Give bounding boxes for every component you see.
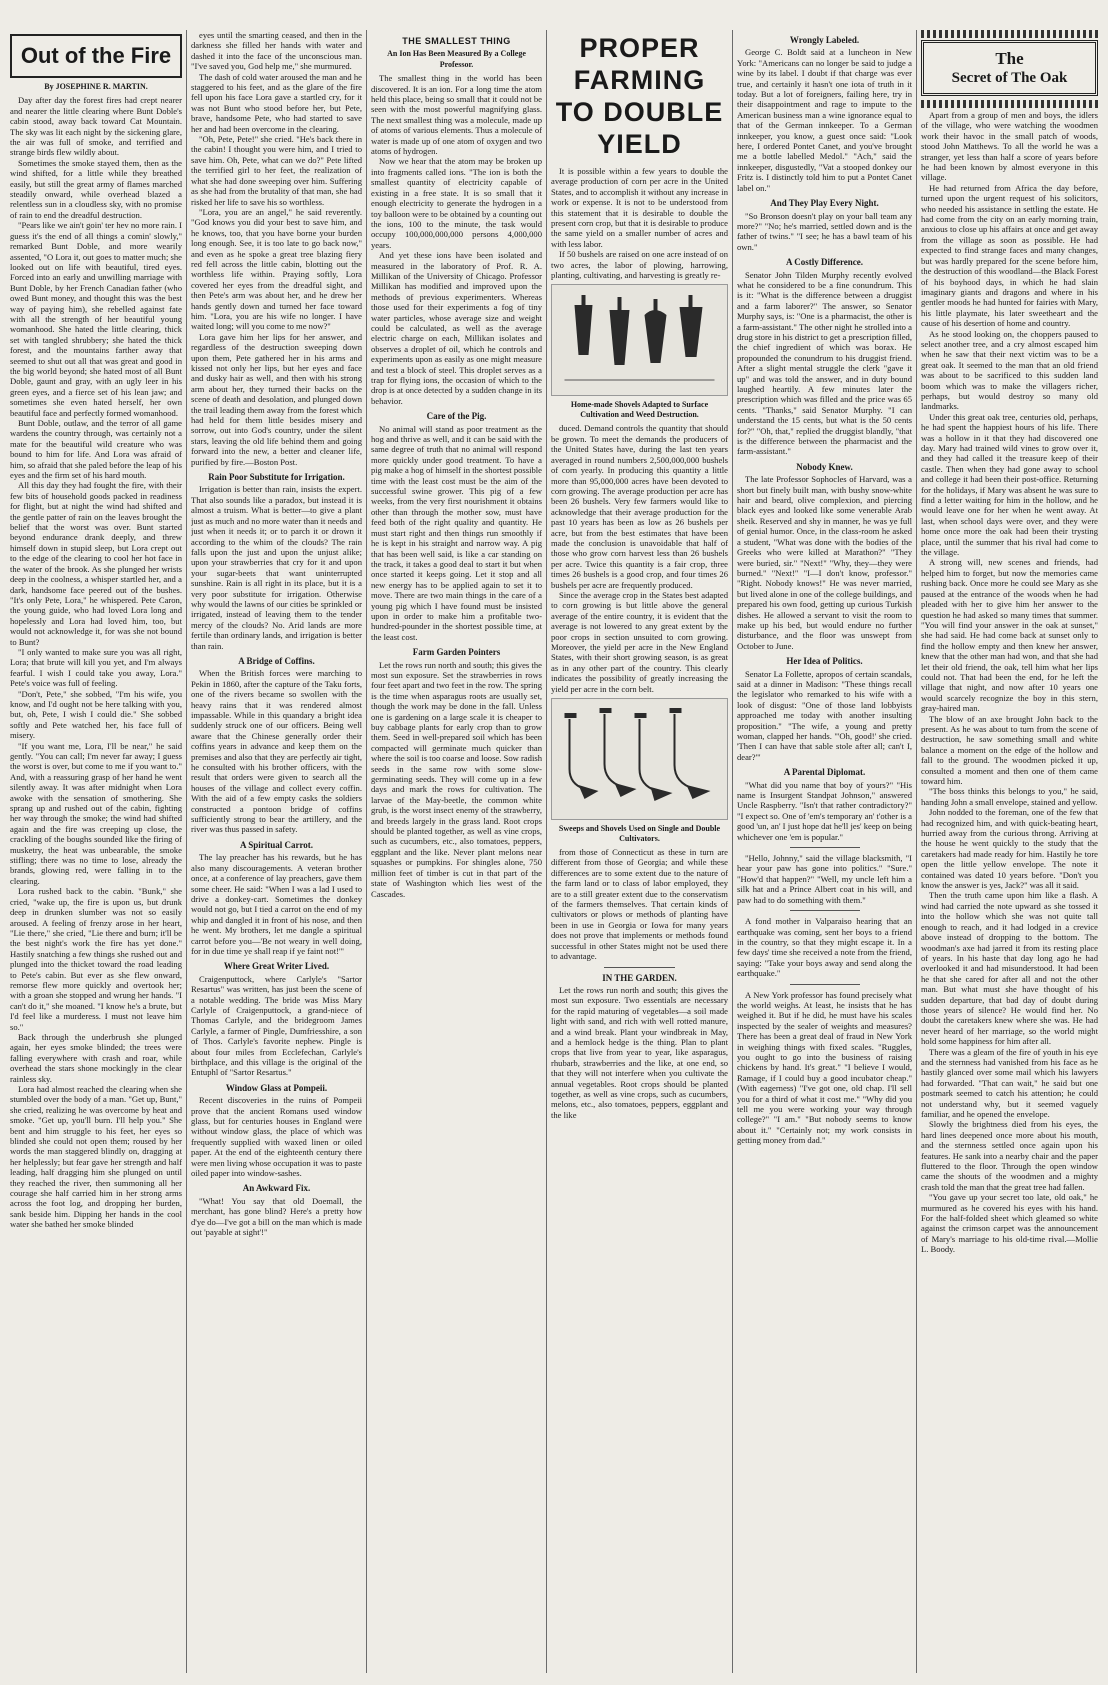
column-two xyxy=(191,30,362,1673)
paragraph: The smallest thing in the world has been discovered. It is an ion. For a long time the atom held this place, being so small that it could not be seen with the most powerful magnifying glass. The next smallest thing was a molecule, made up of atoms of various elements. Thus a molecule of water is made up of one atom of oxygen and two atoms of hydrogen. xyxy=(371,73,542,157)
paragraph: Lora gave him her lips for her answer, and regardless of the destruction sweeping down upon them, Pete gathered her in his arms and kissed not only her lips, but her eyes and face and dusky hair as well, and then with his strong arm about her, they turned their backs on the scene of death and desolation, and plunged down the trail leading them away from the forest which had held for them little besides misery and sorrow, out into God's country, under the silent stars, leaving the old life behind them and going forward into the new, a better and cleaner life, purified by fire.—Boston Post. xyxy=(191,331,362,467)
column-rule xyxy=(546,30,547,1673)
paragraph: Under this great oak tree, centuries old, perhaps, he had spent the happiest hours of his life. There was a hollow in it that they had discovered one day. Mary had trained wild vines to grow over it, and they had called it the treasure keep of their castle. Then when they had gone away to school and college it had been their post-office. Returning for the holidays, if Mary was absent he was sure to find a letter waiting for him in the hollow, and he would leave one for her when he went away. At last, when school days were over, and they were home once more the oak had been their trysting place, until the summer that his rival had come to the village. xyxy=(921,411,1098,558)
paragraph: The blow of an axe brought John back to the present. As he was about to turn from the scene of destruction, he saw something small and white balance a moment on the edge of the hollow and fall to the ground. The woodmen picked it up, consulted a moment and then one of them came toward him. xyxy=(921,713,1098,786)
sweeps-illustration xyxy=(551,698,728,820)
column-rule xyxy=(916,30,917,1673)
paragraph: "You gave up your secret too late, old oak," he murmured as he covered his eyes with his hand. For the half-folded sheet which gleamed so white against the crimson carpet was the announcement of Mary's marriage to his old-time rival.—Mollie L. Boody. xyxy=(921,1192,1098,1255)
paragraph: A strong will, new scenes and friends, had helped him to forget, but now the memories came rushing back. Once more he could see Mary as she paused at the entrance of the woods when he had pleaded with her to give him her answer to the question he had asked so many times that summer. "You will find your answer in the oak at sunset," she had said. He had come back at sunset only to find the hollow empty and then knew her answer, knew that the other man had won, and that she had let their old friend, the oak, tell him what her lips could not. That had been the end, for he left the village that night, and now after 10 years one would scarcely recognize the boy in this stern, gray-haired man. xyxy=(921,557,1098,714)
paragraph: "Don't, Pete," she sobbed, "I'm his wife, you know, and I'd ought not be here talking with you, but, oh, Pete, I wish I could die." She sobbed softly and Pete watched her, his face full of misery. xyxy=(10,688,182,741)
paragraph: Bunt Doble, outlaw, and the terror of all game wardens the country through, was certainly not a mate for the beautiful wild creature who was bound to him for life. And Lora was afraid of him, so afraid that she paled before the leap of his eyes and the firm set of his hard mouth. xyxy=(10,418,182,481)
paragraph: As he stood looking on, the choppers paused to select another tree, and a cry almost escaped him when he saw that their next victim was to be a great oak. It seemed to the man that an old friend was about to be sacrificed to this sudden land boom which was to make the villagers richer, perhaps, but would destroy so many old landmarks. xyxy=(921,328,1098,412)
section-text: Let the rows run north and south; this gives the most sun exposure. Two essentials are necessary for the rapid maturing of vegetables—a soil made light with sand, and rich with well rotted manure, and a wind break. Plant your windbreak in May, and a hemlock hedge is the thing. Plan to plant crops that live from year to year, like asparagus, rhubarb, strawberries and the like, at one end, so that they will not interfere when you cultivate the annual vegetables. Root crops should be planted together, as well as vine crops, such as cucumbers, melons, etc., also tomatoes, peppers, eggplant and the like xyxy=(551,984,728,1120)
divider xyxy=(790,984,860,985)
article-title: THE SMALLEST THING xyxy=(402,36,511,46)
headline-line: TO DOUBLE YIELD xyxy=(555,97,724,159)
paragraph: Since the average crop in the States best adapted to corn growing is but little above the general average of the entire country, it is evident that the average is not lowered to any great extent by the poor crops in section unsuited to corn growing. Moreover, the yield per acre in the New England States, with their short growing season, is as great as in any other part of the country. This clearly indicates the possibility of greatly increasing the yield per acre in the corn belt. xyxy=(551,589,728,694)
section-text: Irrigation is better than rain, insists the expert. That also sounds like a paradox, but instead it is almost a truism. What is better—to give a plant just as much and no more water than it needs and just when it needs it; or to parch it or drown it according to the whim of the clouds? The rain falls upon the just and upon the unjust alike; upon your strawberries that cry for it and upon your sugar-beets that want uninterrupted sunshine. Rain is all right in its place, but it is a very poor substitute for irrigation. Otherwise why would the lawns of our cities be sprinkled or irrigated, instead of leaving them to the tender mercy of the clouds? No. Arid lands are more fertile than ordinary lands, and irrigation is better than rain. xyxy=(191,484,362,651)
divider xyxy=(790,910,860,911)
section-title: Wrongly Labeled. xyxy=(789,35,860,45)
paragraph: It is possible within a few years to double the average production of corn per acre in the United States, and to accomplish it without any increase in work or expense. It is not to be understood from this statement that it is desirable to double the present corn crop, but that it is desirable to produce the same yield on a smaller number of acres and with less labor. xyxy=(551,166,728,249)
divider xyxy=(604,967,675,968)
section-text: "What did you name that boy of yours?" "His name is Insurgent Standpat Johnson," answered Uncle Raspberry. "Isn't that rather contradictory?" "I expect so. One of 'em's temporary an' t'other is a good 'un, an' I just hope dat he'll jes' keep on being whichever one 'em is popular." xyxy=(737,779,912,842)
paragraph: Apart from a group of men and boys, the idlers of the village, who were watching the woodmen work their havoc in the small patch of woods, stood John Matthews. To all the world he was a stranger, yet less than half a score of years before he had been known by almost everyone in this village. xyxy=(921,110,1098,183)
story-title-line: The xyxy=(995,49,1024,68)
column-smallest-thing xyxy=(371,30,542,1673)
paragraph: "The boss thinks this belongs to you," he said, handing John a small envelope, stained and yellow. xyxy=(921,786,1098,807)
ornamental-border xyxy=(921,100,1098,108)
paragraph: "Lora, you are an angel," he said reverently. "God knows you did your best to save him, and he knows, too, that you have borne your burden long enough. See, it is too late to go back now," and even as he spoke a great tree blazing fiery red fell across the little cabin, blotting out the worthless life within. Praying softly, Lora covered her eyes from the dreadful sight, and then Pete's arm was about her, and he drew her hands gently down and turned her face toward him. "Lora, you are his wife no longer. I have waited long; will you come to me now?" xyxy=(191,206,362,332)
paragraph: Slowly the brightness died from his eyes, the hard lines deepened once more about his mouth, and the sternness settled once again upon his features. He sank into a nearby chair and the paper fluttered to the floor. Through the open window came the shouts of the woodmen and a mighty crash told the man that the great tree had fallen. xyxy=(921,1119,1098,1192)
paragraph: "Pears like we ain't goin' ter hev no more rain. I guess it's the end of all things a comin' slowly," remarked Bunt Doble, and more wearily assented, "O Lora it, out goes to matter much; she looked out on life with beautiful, tired eyes. Forced into an early and unwilling marriage with Bunt Doble, by her French Canadian father (who owed Bunt money, and thought this was the best way of paying him), she rebelled against fate with all the strength of her beautiful young womanhood. She hated the little clearing, thick set with tangled shrubbery; she hated the thick forest, and the mountains farther away that seemed to shut out all that was great and good in the big world beyond; she hated most of all Bunt Doble, gaunt and gray, with an ugly leer in his green eyes, and a fierce set of his lean jaw; and sometimes she even hated herself, her own beautiful face and perfectly formed womanhood. xyxy=(10,220,182,418)
section-title: A Parental Diplomat. xyxy=(783,767,866,778)
column-out-of-the-fire xyxy=(10,30,182,1673)
story-title-box xyxy=(921,40,1098,96)
paragraph: duced. Demand controls the quantity that should be grown. To meet the demands the producers of the United States have, during the last ten years averaged in round numbers 2,500,000,000 bushels of corn yearly. In producing this quantity a little more than 95,000,000 acres have been devoted to corn growing. The average production per acre has been 26 bushels. Very few farmers would like to acknowledge that their average production for the past 10 years has been as low as 26 bushels per acre, but from the best estimates that have been made the conclusion is unavoidable that half of those who grow corn harvest less than 26 bushels per acre. Twice this quantity is a fair crop, three times 26 bushels is a good crop, and four times 26 bushels per acre are frequently produced. xyxy=(551,423,728,590)
section-text: Recent discoveries in the ruins of Pompeii prove that the ancient Romans used window glass, but for centuries houses in England were without window glass, the place of which was frequently supplied with waxed linen or oiled paper. At the end of the eighteenth century there were men living whose occupation it was to paste oiled paper into window-sashes. xyxy=(191,1095,362,1179)
section-title: Care of the Pig. xyxy=(426,411,487,422)
column-anecdotes xyxy=(737,30,912,1673)
section-text: Let the rows run north and south; this gives the most sun exposure. Set the strawberries in rows four feet apart and two feet in the row. The spring is the time when asparagus roots are usually set, though the work may be done in the fall. Unless one is gardening on a large scale it is cheaper to buy cabbage plants for early crop than to grow them. Seed in well-prepared soil which has been compacted will germinate much quicker than where the soil is too coarse and loose. Sow radish seeds in the same row with some slow-germinating seeds. They will come up in a few days and mark the rows for cultivation. The larvae of the May-beetle, the common white grub, is the worst insect enemy of the strawberry, and breeds largely in the grass land. Root crops should be planted together, as well as vine crops, such as cucumbers, etc., also tomatoes, peppers, eggplant and the like. Never plant melons near squashes or pumpkins. For shingles alone, 750 million feet of timber is cut in that part of the state of Washington which lies west of the Cascades. xyxy=(371,659,542,899)
column-proper-farming xyxy=(551,30,728,1673)
paragraph: John nodded to the foreman, one of the few that had recognized him, and with quick-beating heart, hurried away from the curious throng. Arriving at the house he went quickly to the study that the caretakers had made ready for him. Hastily he tore open the little yellow envelope. The note it contained was dated 10 years before. "Don't you know the answer is yes, Jack?" was all it said. xyxy=(921,807,1098,891)
column-rule xyxy=(366,30,367,1673)
story-byline: By JOSEPHINE R. MARTIN. xyxy=(44,82,148,91)
section-text: Senator John Tilden Murphy recently evolved what he considered to be a fine conundrum. This is it: "What is the difference between a druggist and a farm laborer?" The answer, so Senator Murphy says, is: "One is a pharmacist, the other is a farm-assistant." The other night he strolled into a drug store in his district to get a prescription filled, the chief ingredient of which was borax. He propounded the conundrum to his druggist friend. After a slight mental struggle the clerk "gave it up" and was told the answer, and in duty bound laughed heartily. A few minutes later the prescription which was filled and the price was 65 cents. "Thanks," said Senator Murphy. "I can understand the 15 cents, but what is the 50 cents for?" "Oh, that," replied the druggist blandly, "that is the difference between the pharmacist and the farm-assistant." xyxy=(737,269,912,457)
section-title: IN THE GARDEN. xyxy=(602,972,677,983)
headline-line: PROPER FARMING xyxy=(573,33,706,95)
section-text: The late Professor Sophocles of Harvard, was a short but finely built man, with bushy snow-white hair and beard, olive complexion, and piercing black eyes and looked like some venerable Arab sheik. Reserved and shy in manner, he was ye full of genial humor. Once, in the class-room he asked a student, "What was done with the bodies of the Greeks who were killed at Marathon?" "They were buried, sir." "Next!" "Why, they—they were burned." "Next!" "I—I don't know, professor." "Right. Nobody knows!" He was never married, but lived alone in one of the college buildings, and prepared his own food, getting up curious Turkish dishes. He allowed a servant to visit the room to make up his bed, but would endure no further disturbance, and the floor was unswept from October to June. xyxy=(737,474,912,651)
paragraph: The dash of cold water aroused the man and he staggered to his feet, and as the glare of the fire fell upon his face Lora gave a startled cry, for it was not Bunt who stood before her, but Pete, brave, handsome Pete, who had started to save her and had been overcome in the clearing. xyxy=(191,71,362,134)
section-title: Window Glass at Pompeii. xyxy=(225,1082,328,1093)
section-text: A New York professor has found precisely what the world weighs. At least, he insists that he has weighed it. But if he did, he must have his scales inspected by the sealer of weights and measures? There has been a great deal of fraud in New York in weighing things with fixed scales. "Ruggles, you ought to go into the business of raising chickens by hand. It's great." "I believe I would, Ramage, if I could buy a good incubator cheap." (With eagerness) "I've got one, old chap. I'll sell you for a third of what it cost me." "Why did you tell me you were working your way through college?" "I am." "But nobody seems to know about it." "Certainly not; my work consists in getting money from dad." xyxy=(737,989,912,1146)
story-title: Out of the Fire xyxy=(20,43,172,68)
paragraph: All this day they had fought the fire, with their few bits of household goods packed in readiness for flight, but at night the wind had shifted and the gentle patter of rain on the leaves brought the belief that the worst was over. Bunt started beyond endurance drank deeply, and threw himself down in stupid sleep, but Lora crept out to the edge of the clearing to cool her hot face in the water of the brook. As she plunged her wrists deep in the coolness, a whisper startled her, and a dark, handsome face peered out of the bushes. "It's only Pete, Lora," he whispered. Pete Caron, the young guide, who had loved Lora long and hopelessly and Lora had loved him, too, but would not acknowledge it, for was she not bound to Bunt? xyxy=(10,480,182,647)
figure-caption: Home-made Shovels Adapted to Surface Cultivation and Weed Destruction. xyxy=(570,400,709,419)
paragraph: If 50 bushels are raised on one acre instead of on two acres, the labor of plowing, harrowing, planting, cultivating, and harvesting is greatly re- xyxy=(551,249,728,281)
paragraph: Back through the underbrush she plunged again, her eyes smoke blinded; the trees were falling everywhere with crash and roar, while overhead the stars shone mockingly in the clear rainless sky. xyxy=(10,1031,182,1084)
section-text: When the British forces were marching to Pekin in 1860, after the capture of the Taku forts, one of the rivers became so swollen with the heavy rains that it was rendered almost impassable. While in this quandary a bright idea suddenly struck one of our officers. Being well aware that the Chinese generally order their coffins years in advance and keep them on the premises and also that they are perfectly air tight, he consulted with his brother officers, with the result that orders were given to search all the houses of the village and collect every coffin. With the aid of a few empty casks the soldiers constructed a pontoon bridge of coffins sufficiently strong to bear the artillery, and the river was thus passed in safety. xyxy=(191,668,362,835)
section-title: An Awkward Fix. xyxy=(242,1183,311,1194)
section-title: Rain Poor Substitute for Irrigation. xyxy=(208,472,345,483)
paragraph: "Oh, Pete, Pete!" she cried. "He's back there in the cabin! I thought you were him, and I tried to save him. Oh, Pete, what can we do?" Pete lifted the terrified girl to her feet, the realization of what she had done sweeping over him. Suffering as she had from the brutality of that man, she had risked her life to save his so worthless. xyxy=(191,134,362,207)
section-title: A Bridge of Coffins. xyxy=(238,655,315,666)
paragraph: from those of Connecticut as these in turn are different from those of Georgia; and while these differences are to some extent due to the nature of the farm land or to class of labor employed, they are to a still greater extent due to the conservatism of the farmers themselves. That certain kinds of cultivators or plows or methods of planting have been in use in Georgia or Iowa for many years does not prove that implements or methods found successful in other States might not be used there to advantage. xyxy=(551,847,728,962)
shovels-drawing-icon xyxy=(552,285,727,395)
paragraph: There was a gleam of the fire of youth in his eye and the sternness had vanished from his face as he hastily glanced over some mail which his lawyers had forwarded. "That can wait," he said but one postmark seemed to catch his attention; he could not understand why, but it seemed vaguely familiar, and he opened the envelope. xyxy=(921,1046,1098,1119)
section-text: Craigenputtock, where Carlyle's "Sartor Resartus" was written, has just been the scene of a notable wedding. The bride was Miss Mary Carlyle of Craigenputtock, a grand-niece of Thomas Carlyle, and the bridegroom James Carlyle, a farmer of Pingle, Dumfriesshire, a son of Thos. Carlyle's favorite nephew. Pingle is about four miles from Ecclefechan, Carlyle's birthplace, and this village is the original of the Entuphl of "Sartor Resartus." xyxy=(191,973,362,1078)
section-text: "So Bronson doesn't play on your ball team any more?" "No; he's married, settled down and is the father of twins." "I see; he has a bawl team of his own." xyxy=(737,210,912,252)
paragraph: He had returned from Africa the day before, turned upon the urgent request of his solicitors, who needed his assistance in settling the estate. He had come from the city on an early morning train, anxious to close up his affairs at once and get away from the village as soon as possible. He had expected to find strange faces and many changes, but was hardly prepared for the scene before him, the destruction of this woodland—the Black Forest of his boyhood days, in which he had slain imaginary giants and dragons and where in his gentler moods he had hunted for fairies with Mary, his little playmate, his later sweetheart and the cause of his desertion of home and country. xyxy=(921,182,1098,329)
story-title-line: Secret of The Oak xyxy=(951,70,1068,86)
column-secret-of-the-oak xyxy=(921,30,1098,1673)
paragraph: Lora rushed back to the cabin. "Bunk," she cried, "wake up, the fire is upon us, but drunk deep in drunken slumber was not so easily aroused. A feeling of frenzy arose in her heart, "Lie there," she cried, "Lie there and burn; it'll be the best night's work the fire has yet done." Hastily snatching a few things she rushed out and plunged into the thicket toward the road leading to Pete's cabin. But ever as she flew onward, remorse flew more quickly and overtook her; with a groan she stopped and wrung her hands. "I can't do it," she moaned. "I know he's a brute, but I'd feel like a murderess. I must not leave him so." xyxy=(10,886,182,1032)
sweeps-drawing-icon xyxy=(552,699,727,819)
divider xyxy=(790,847,860,848)
section-title: Where Great Writer Lived. xyxy=(223,961,330,972)
section-text: George C. Boldt said at a luncheon in New York: "Americans can no longer be said to judge a wine by its label. I doubt if that charge was ever true, and certainly it hasn't one iota of truth in it today. But a lot of foreigners, failing here, try in their disappointment and rage to impute to the American business man a wine ignorance equal to that of the German innkeeper. To a German innkeeper, you know, a guest once said: "Look here, I ordered Pontet Canet, and you've brought me a bottle labelled Medol." "Ach," said the innkeeper, disgustedly, "Vat a stooped donkey our Fritz is. I distinctly told him to put a Pontet Canet label on." xyxy=(737,47,912,193)
section-text: "What! You say that old Doemall, the merchant, has gone blind? Here's a pretty how d'ye do—I've got a bill on the man which is made out 'payable at sight'!" xyxy=(191,1195,362,1238)
shovels-illustration xyxy=(551,284,728,396)
section-title: Nobody Knew. xyxy=(796,461,853,472)
ornamental-border xyxy=(921,30,1098,38)
section-text: The lay preacher has his rewards, but he has also many discouragements. A veteran brother once, at a conference of lay preachers, gave them some cheer. He said: "When I was a lad I used to drive a donkey-cart. Sometimes the donkey would not go, but I tied a carrot on the end of my whip and dangled it in front of his nose, and then he went. My brothers, let me dangle a spiritual carrot before you—'Be not weary in well doing, for in due time ye shall reap if ye faint not!'" xyxy=(191,852,362,956)
column-rule xyxy=(186,30,187,1673)
section-text: "Hello, Johnny," said the village blacksmith, "I hear your paw has gone into politics." "Sure." "How'd that happen?" "Well, my uncle left him a silk hat and a Prince Albert coat in his will, and paw had to do something with them." xyxy=(737,853,912,905)
section-text: A fond mother in Valparaiso hearing that an earthquake was coming, sent her boys to a friend in the country, so that they might escape it. In a few days' time she received a note from the friend, saying: "Take your boys away and send along the earthquake." xyxy=(737,916,912,979)
article-subtitle: An Ion Has Been Measured By a College Professor. xyxy=(387,49,526,69)
paragraph: Then the truth came upon him like a flash. A wind had carried the note upward as she tossed it into the hollow which she was not quite tall enough to reach, and it had lodged in a crevice above instead of dropping to the bottom. The woodman's axe had jarred it from its resting place of years. In his haste that day long ago he had overlooked it and had misunderstood. It had been he that she cared for after all and not the other man. But what must she have thought of his sudden departure, that bad day of doubt during those years of silence? He would find her. No doubt the caretakers knew where she was. He had never heard of her marriage, so the world might hold some happiness for him after all. xyxy=(921,890,1098,1047)
paragraph: Day after day the forest fires had crept nearer and nearer the little clearing where Bunt Doble's cabin stood, away back toward Cat Mountain. The sky was lit each night by the sickening glare, the air was full of smoke, and terrified and strange birds flew wildly about. xyxy=(10,95,182,158)
farming-headline xyxy=(551,32,728,160)
paragraph: eyes until the smarting ceased, and then in the darkness she filled her hands with water and dashed it into the face of the unconscious man. "I've saved you, God help me," she murmured. xyxy=(191,30,362,72)
story-title-box xyxy=(10,34,182,78)
column-rule xyxy=(732,30,733,1673)
section-title: A Spiritual Carrot. xyxy=(239,839,314,850)
section-text: Senator La Follette, apropos of certain scandals, said at a dinner in Madison: "These things recall the legislator who remarked to his wife with a look of disgust: "One of those land lobbyists approached me today with another insulting proposition." "The wife, a young and pretty woman, clapped her hands. "'Oh, good!' she cried. 'Then I can have that sable stole after all; can't I, dear?'" xyxy=(737,668,912,762)
section-title: Farm Garden Pointers xyxy=(412,647,501,658)
section-title: A Costly Difference. xyxy=(785,257,864,268)
section-title: And They Play Every Night. xyxy=(770,198,879,209)
paragraph: Now we hear that the atom may be broken up into fragments called ions. "The ion is both the smallest quantity of electricity capable of existing in a free state. It is so small that it enough electricity to generate the hydrogen in a toy balloon were to be obtained by a counting out the ions, 100 to the minute, the task would occupy 100,000,000,000 persons 4,000,000 years. xyxy=(371,156,542,250)
paragraph: Lora had almost reached the clearing when she stumbled over the body of a man. "Get up, Bunt," she cried, realizing he was overcome by heat and smoke. "Get up, you'll burn. I'll help you." She bent and him struggle to his feet, her eyes so blinded she could not open them; roused by her words the man staggered blindly on, dragging at her helplessly; but fear gave her strength and half leading, half dragging him she plunged on until they reached the river, then summoning all her courage she half carried him in her strong arms across the foot log, and dropping her burden, sank beside him. Dipping her hands in the cool water she bathed her smoke blinded xyxy=(10,1084,182,1230)
paragraph: "If you want me, Lora, I'll be near," he said gently. "You can call; I'm never far away; I guess the worst is over, but come to me if you want to." And, with a reassuring grasp of her hand he went silently away. It was after midnight when Lora awoke with the sensation of smothering. She sprang up and rushed out of the cabin, fighting her way through the smoke; the wind had shifted again and the fire was creeping up close, the crackling of the boughs sounded like the firing of musketry, the heat was unbearable, the smoke stifling; there was no time to lose, already the brands, glowing red, were falling in to the clearing. xyxy=(10,740,182,886)
paragraph: And yet these ions have been isolated and measured in the laboratory of Prof. R. A. Millikan of the University of Chicago. Professor Millikan has modified and improved upon the methods of previous experimenters. Whereas those used for their experiments a fog of tiny water particles, whose average size and weight could be calculated, as well as the average electric charge on each, Millikan isolates and observes a droplet of oil, which he controls and experiments upon as easily as one might measure and test a block of steel. This droplet serves as a trap for flying ions, the occasion of which to the drop is at once detected by a sudden change in its behavior. xyxy=(371,250,542,406)
section-text: No animal will stand as poor treatment as the hog and thrive as well, and it can be said with the same degree of truth that no animal will respond more quickly under good treatment. To have a pig make a hog of himself in the shortest possible time with the least cost must be the aim of the successful swine grower. This pig of a few weeks, from the very first nourishment it obtains other than through the mother sow, must have feed both of the right quality and quantity. He must start right and then things run smoothly if he is kept in his straight and narrow way. A pig that has been well said, is like a car standing on the track, it takes a good deal to start it but when once started it keeps going. Let it stop and all new energy has to be applied again to set it to move. There are two main things in the care of a young pig which I have found must be insisted upon in order to make him a profitable two-hundred-pounder in the shortest possible time, at the least cost. xyxy=(371,423,542,642)
section-title: Her Idea of Politics. xyxy=(786,656,863,667)
paragraph: Sometimes the smoke stayed them, then as the wind shifted, for a little while they breathed easily, but still the great army of flames marched steadily onward, while overhead blazed a relentless sun in a cloudless sky, with no promise of rain to end the dreadful destruction. xyxy=(10,157,182,220)
paragraph: "I only wanted to make sure you was all right, Lora; that brute will kill you yet, and I'm always fearful. I wish I could take you away, Lora." Pete's voice was full of feeling. xyxy=(10,646,182,689)
figure-caption: Sweeps and Shovels Used on Single and Double Cultivators. xyxy=(558,824,721,843)
